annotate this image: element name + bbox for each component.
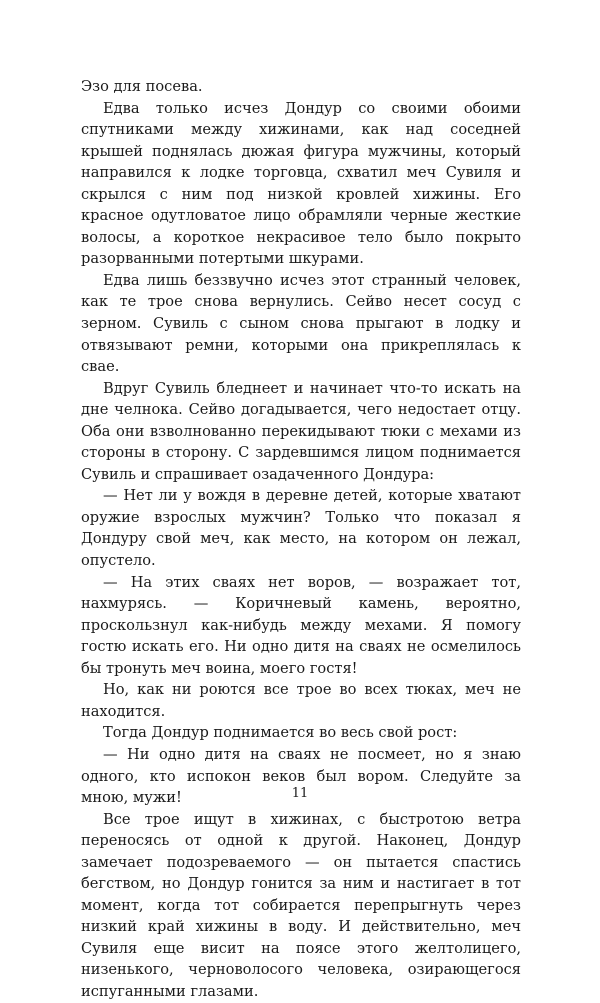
paragraph-4: Вдруг Сувиль бледнеет и начинает что-то искать на дне челнока. Сейво догадывается, чего недостает отцу. Оба они взволнованно перекидывают тюки с мехами из стороны в сторону. С зардевшимся лицом поднимается Сувиль и спрашивает озадаченного Дондура: <box>81 379 521 483</box>
paragraph-3: Едва лишь беззвучно исчез этот странный человек, как те трое снова вернулись. Сейво несет сосуд с зерном. Сувиль с сыном снова прыгают в лодку и отвязывают ремни, которыми она прикреплялась к свае. <box>81 271 521 376</box>
paragraph-5: — Нет ли у вождя в деревне детей, которые хватают оружие взрослых мужчин? Только что показал я Дондуру свой меч, как место, на котором он лежал, опустело. <box>81 487 521 570</box>
paragraph-2: Едва только исчез Дондур со своими обоими спутниками между хижинами, как над соседней крышей поднялась дюжая фигура мужчины, который направился к лодке торговца, схватил меч Сувиля и скрылся с ним под низкой кровлей хижины. Его красное одутловатое лицо обрамляли черные жесткие волосы, а короткое некрасивое тело было покрыто разорванными потертыми шкурами. <box>81 99 521 268</box>
paragraph-8: Тогда Дондур поднимается во весь свой рост: <box>103 724 458 742</box>
paragraph-1: Эзо для посева. <box>81 78 203 95</box>
paragraph-7: Но, как ни роются все трое во всех тюках, меч не находится. <box>81 681 521 720</box>
paragraph-6: — На этих сваях нет воров, — возражает тот, нахмурясь. — Коричневый камень, вероятно, проскользнул как-нибудь между мехами. Я помогу гостю искать его. Ни одно дитя на сваях не осмелилось бы тронуть меч воина, моего гостя! <box>81 573 521 677</box>
paragraph-9: — Ни одно дитя на сваях не посмеет, но я знаю одного, кто испокон веков был вором. Следуйте за мною, мужи! <box>81 745 521 807</box>
paragraph-10: Все трое ищут в хижинах, с быстротою ветра переносясь от одной к другой. Наконец, Дондур замечает подозреваемого — он пытается спастись бегством, но Дондур гонится за ним и настигает в тот момент, когда тот собирается перепрыгнуть через низкий край хижины в воду. И действительно, меч Сувиля еще висит на поясе этого желтолицего, низенького, черноволосого человека, озирающегося испуганными глазами. <box>81 810 521 1000</box>
body-text <box>81 76 521 1003</box>
page-number: 11 <box>291 786 309 801</box>
